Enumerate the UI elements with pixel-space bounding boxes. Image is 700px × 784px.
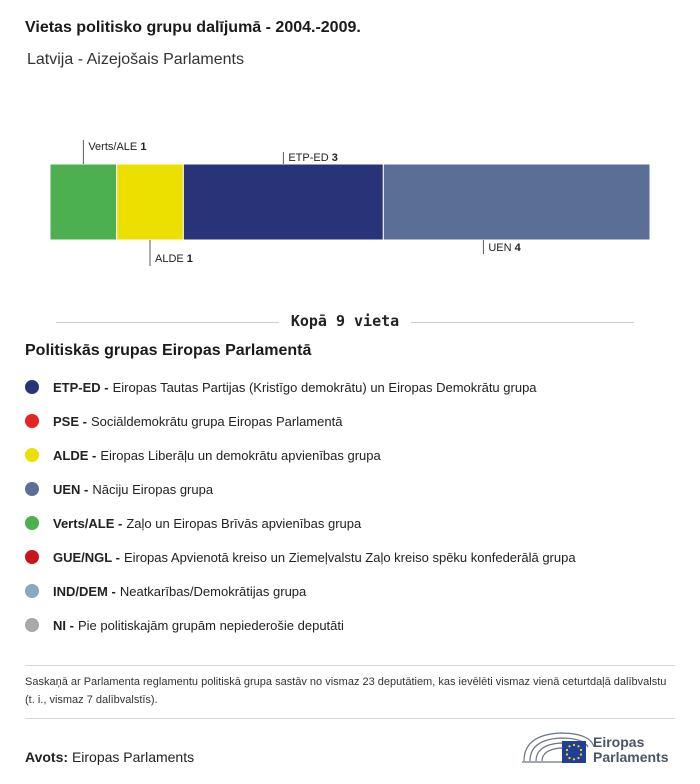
total-seats-label: Kopā 9 vieta <box>279 312 411 330</box>
source-label: Avots: <box>25 749 69 765</box>
legend-abbr: ETP-ED - <box>53 379 109 395</box>
legend-color-dot <box>25 618 39 632</box>
legend <box>25 370 576 642</box>
legend-item <box>25 472 576 506</box>
bar-segment-alde <box>117 164 184 240</box>
legend-item <box>25 438 576 472</box>
legend-description: Nāciju Eiropas grupa <box>92 481 214 497</box>
legend-description: Eiropas Liberāļu un demokrātu apvienības grupa <box>100 447 381 463</box>
legend-item <box>25 574 576 608</box>
legend-color-dot <box>25 482 39 496</box>
legend-description: Sociāldemokrātu grupa Eiropas Parlamentā <box>90 413 343 429</box>
legend-color-dot <box>25 448 39 462</box>
logo-line-1: Eiropas <box>593 734 645 750</box>
seat-distribution-chart <box>0 130 700 280</box>
legend-abbr: PSE - <box>53 413 87 429</box>
legend-abbr: UEN - <box>53 481 89 497</box>
bar-label: Verts/ALE 1 <box>88 141 147 153</box>
legend-description: Pie politiskajām grupām nepiederošie deputāti <box>77 617 344 633</box>
divider <box>25 718 675 719</box>
logo-line-2: Parlaments <box>593 749 669 765</box>
legend-abbr: GUE/NGL - <box>53 549 120 565</box>
legend-abbr: IND/DEM - <box>53 583 116 599</box>
bar-segment-vertsale <box>50 164 117 240</box>
legend-color-dot <box>25 550 39 564</box>
bar-label: ETP-ED 3 <box>288 152 338 164</box>
legend-description: Zaļo un Eiropas Brīvās apvienības grupa <box>126 515 362 531</box>
bar-label: UEN 4 <box>488 242 521 254</box>
legend-title: Politiskās grupas Eiropas Parlamentā <box>25 342 312 359</box>
divider <box>25 665 675 666</box>
bar-segment-etped <box>183 164 383 240</box>
legend-abbr: NI - <box>53 617 74 633</box>
legend-abbr: ALDE - <box>53 447 97 463</box>
bar-segment-uen <box>383 164 650 240</box>
chart-title: Vietas politisko grupu dalījumā - 2004.-2009. <box>25 19 361 36</box>
legend-item <box>25 506 576 540</box>
legend-description: Neatkarības/Demokrātijas grupa <box>119 583 307 599</box>
legend-color-dot <box>25 414 39 428</box>
legend-color-dot <box>25 516 39 530</box>
chart-subtitle: Latvija - Aizejošais Parlaments <box>27 51 244 68</box>
legend-item <box>25 370 576 404</box>
legend-item <box>25 540 576 574</box>
source <box>25 749 194 765</box>
legend-description: Eiropas Apvienotā kreiso un Ziemeļvalstu Zaļo kreiso spēku konfederālā grupa <box>123 549 576 565</box>
footnote: Saskaņā ar Parlamenta reglamentu politiskā grupa sastāv no vismaz 23 deputātiem, kas ievēlēti vismaz vienā ceturtdaļā dalībvalstu (t. i., vismaz 7 dalībvalstīs). <box>25 676 667 706</box>
legend-item <box>25 608 576 642</box>
total-seats <box>56 312 634 332</box>
legend-abbr: Verts/ALE - <box>53 515 123 531</box>
legend-item <box>25 404 576 438</box>
legend-description: Eiropas Tautas Partijas (Kristīgo demokrātu) un Eiropas Demokrātu grupa <box>112 379 537 395</box>
legend-color-dot <box>25 584 39 598</box>
source-value: Eiropas Parlaments <box>71 749 195 765</box>
bar-label: ALDE 1 <box>155 253 193 265</box>
legend-color-dot <box>25 380 39 394</box>
logo-text <box>593 735 668 765</box>
